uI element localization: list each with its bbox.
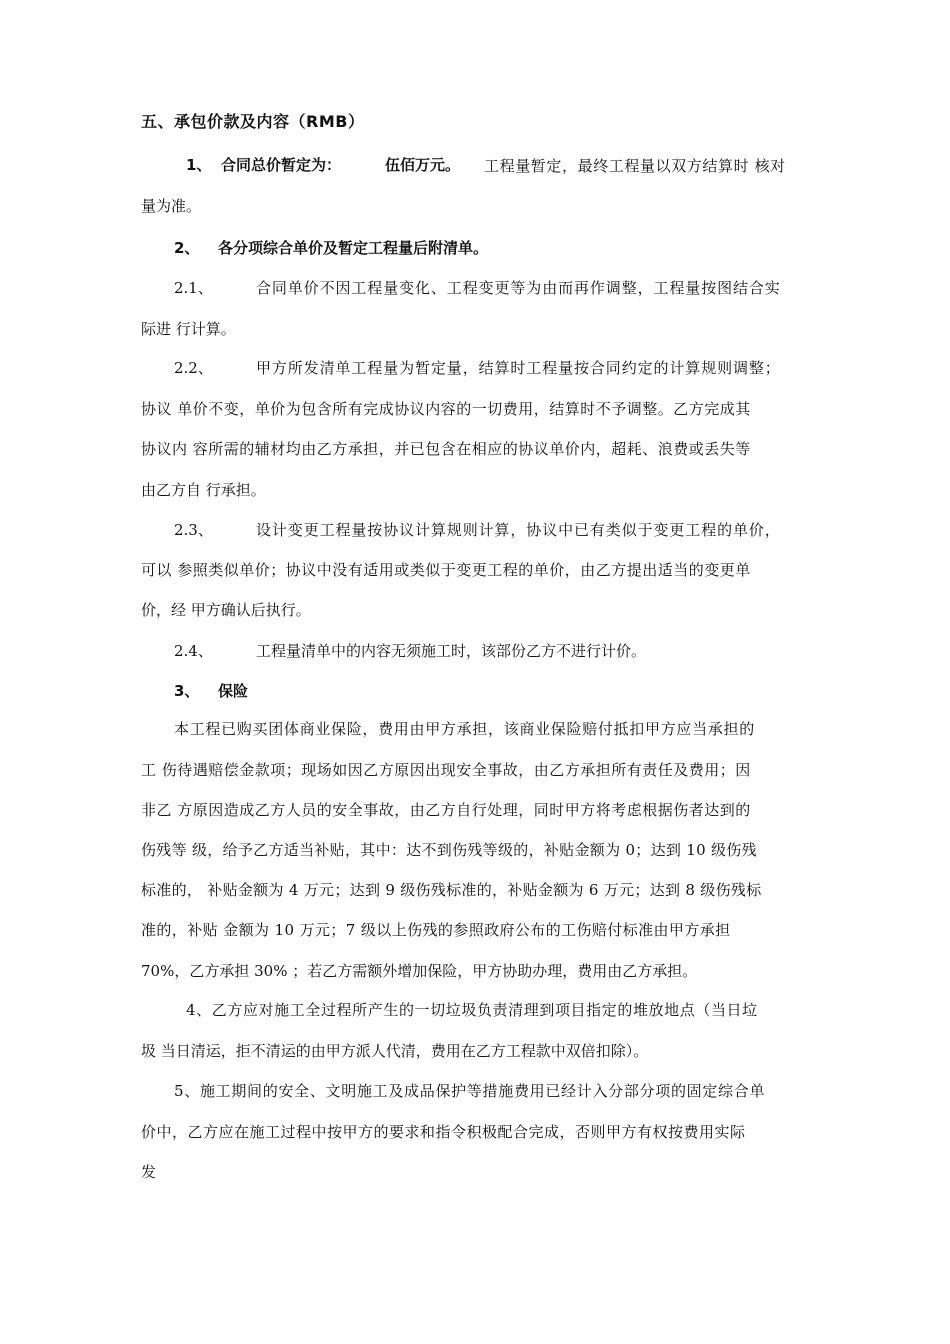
item-2-number: 2、 [174, 239, 200, 257]
item-1-text-cont: 量为准。 [141, 197, 202, 215]
item-2-3-line: 价，经 甲方确认后执行。 [141, 601, 311, 619]
item-1-label: 合同总价暂定为： [221, 156, 342, 174]
item-2-4-line: 工程量清单中的内容无须施工时，该部份乙方不进行计价。 [256, 642, 647, 660]
item-1-amount: 伍佰万元。 [385, 156, 461, 174]
item-2-2-line: 由乙方自 行承担。 [141, 481, 266, 499]
item-5-line: 价中，乙方应在施工过程中按甲方的要求和指令积极配合完成，否则甲方有权按费用实际 [141, 1123, 746, 1141]
item-3-line: 工 伤待遇赔偿金款项；现场如因乙方原因出现安全事故，由乙方承担所有责任及费用；因 [141, 761, 751, 779]
item-3-line: 伤残等 级，给予乙方适当补贴，其中：达不到伤残等级的，补贴金额为 0；达到 10 级伤残 [141, 841, 757, 859]
item-2-3-line: 可以 参照类似单价；协议中没有适用或类似于变更工程的单价，由乙方提出适当的变更单 [141, 561, 751, 579]
item-4-line: 圾 当日清运，拒不清运的由甲方派人代清，费用在乙方工程款中双倍扣除）。 [141, 1042, 649, 1060]
item-5-line: 发 [141, 1163, 157, 1181]
item-2-1-line: 合同单价不因工程量变化、工程变更等为由而再作调整，工程量按图结合实 [256, 279, 781, 297]
item-3-line: 非乙 方原因造成乙方人员的安全事故，由乙方自行处理，同时甲方将考虑根据伤者达到的 [141, 801, 751, 819]
item-3-line: 70%，乙方承担 30% ；若乙方需额外增加保险，甲方协助办理，费用由乙方承担。 [141, 962, 698, 980]
item-2-2-number: 2.2、 [174, 359, 213, 377]
item-2-label: 各分项综合单价及暂定工程量后附清单。 [218, 239, 489, 257]
item-1-number: 1、 [186, 156, 212, 174]
item-3-number: 3、 [174, 682, 200, 700]
item-3-line: 标准的， 补贴金额为 4 万元；达到 9 级伤残标准的，补贴金额为 6 万元；达到 8 级伤残标 [141, 881, 762, 899]
item-2-4-number: 2.4、 [174, 642, 213, 660]
item-3-label: 保险 [218, 682, 249, 700]
item-3-line: 本工程已购买团体商业保险，费用由甲方承担，该商业保险赔付抵扣甲方应当承担的 [174, 720, 755, 738]
section-title: 五、承包价款及内容（RMB） [141, 112, 365, 131]
item-2-3-line: 设计变更工程量按协议计算规则计算，协议中已有类似于变更工程的单价， [256, 521, 781, 539]
item-5-line: 5、施工期间的安全、文明施工及成品保护等措施费用已经计入分部分项的固定综合单 [174, 1082, 766, 1100]
item-2-2-line: 协议 单价不变，单价为包含所有完成协议内容的一切费用，结算时不予调整。乙方完成其 [141, 400, 751, 418]
item-1-text: 工程量暂定，最终工程量以双方结算时 核对 [484, 157, 786, 175]
item-2-1-number: 2.1、 [174, 279, 213, 297]
item-3-line: 准的，补贴 金额为 10 万元；7 级以上伤残的参照政府公布的工伤赔付标准由甲方承担 [141, 921, 731, 939]
item-2-2-line: 协议内 容所需的辅材均由乙方承担，并已包含在相应的协议单价内，超耗、浪费或丢失等 [141, 440, 751, 458]
item-2-2-line: 甲方所发清单工程量为暂定量，结算时工程量按合同约定的计算规则调整； [256, 359, 781, 377]
item-2-3-number: 2.3、 [174, 521, 213, 539]
item-2-1-line: 际进 行计算。 [141, 320, 236, 338]
item-4-line: 4、乙方应对施工全过程所产生的一切垃圾负责清理到项目指定的堆放地点（当日垃 [186, 1001, 758, 1019]
